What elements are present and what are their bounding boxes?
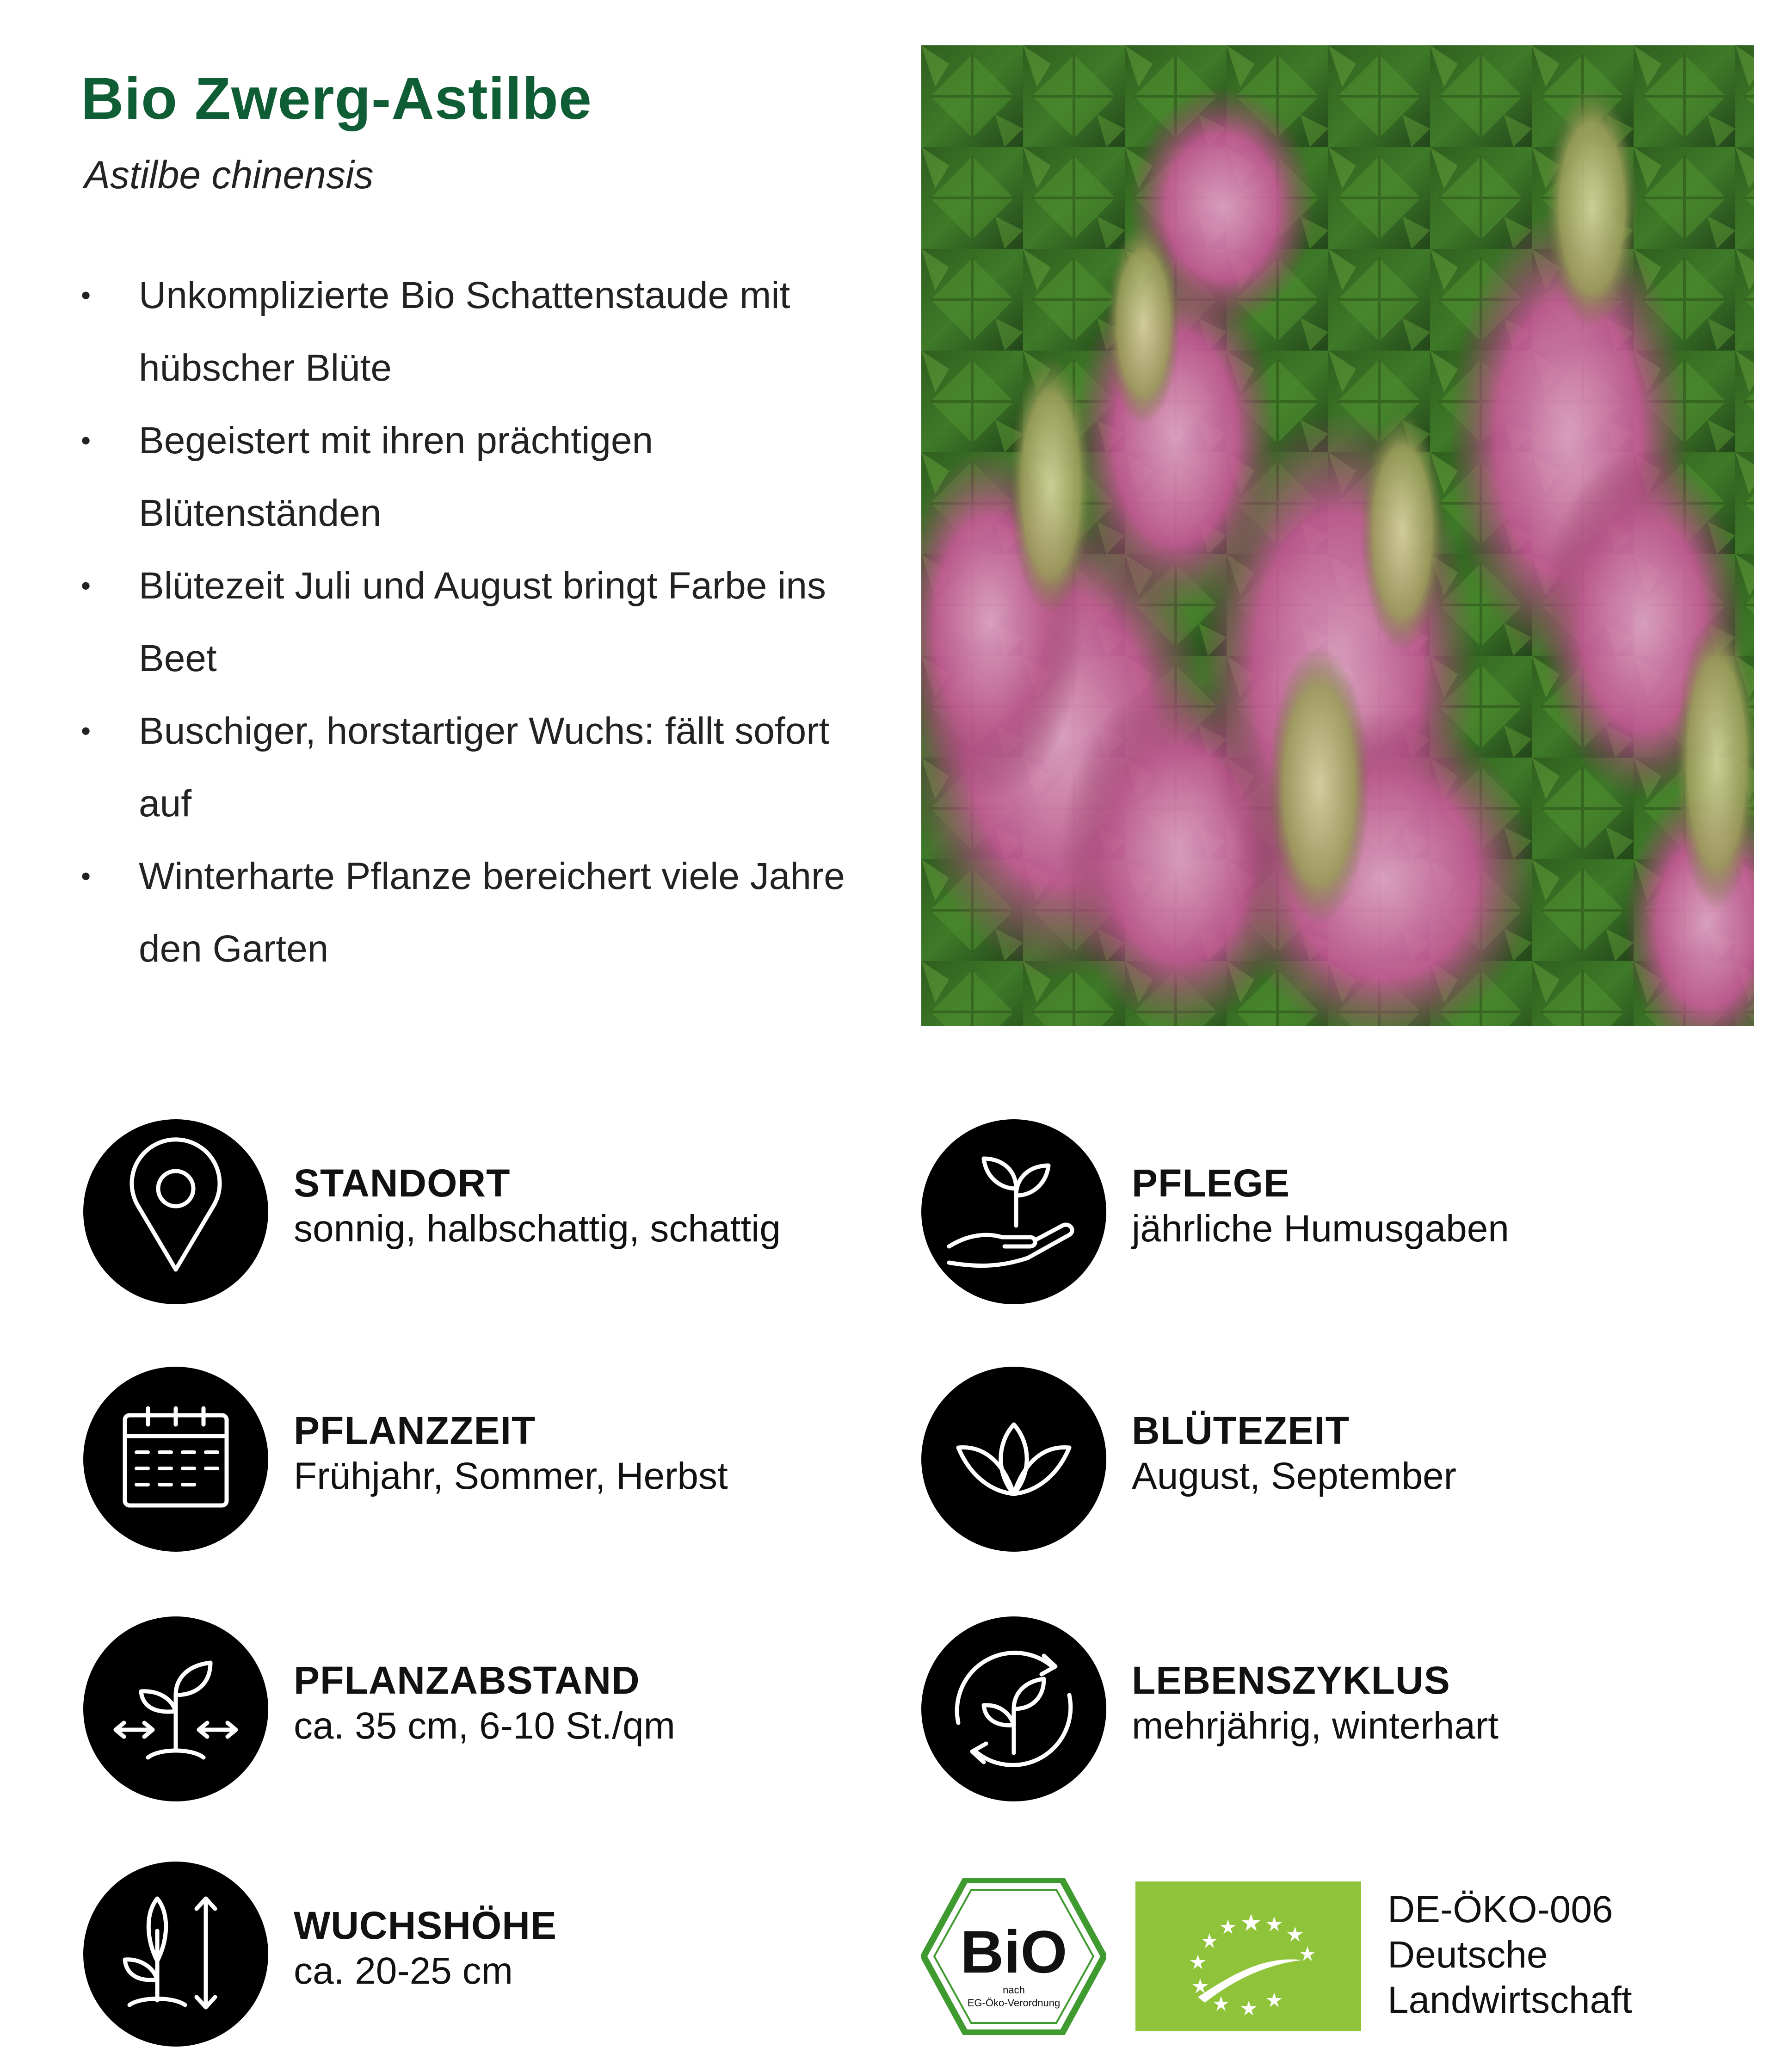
location-pin-icon xyxy=(83,1119,268,1304)
product-photo xyxy=(921,45,1754,1026)
bio-seal-text: BiO xyxy=(960,1918,1067,1986)
feature-item: • Blütezeit Juli und August bringt Farbe ins Beet xyxy=(79,549,865,695)
bio-seal-small2: EG-Öko-Verordnung xyxy=(967,1997,1061,2009)
product-title: Bio Zwerg-Astilbe xyxy=(81,66,592,132)
certification-info xyxy=(1388,1887,1632,2023)
info-label: STANDORT xyxy=(294,1161,511,1205)
bio-seal-logo xyxy=(921,1878,1106,2035)
info-value: ca. 20-25 cm xyxy=(294,1950,513,1992)
info-value: ca. 35 cm, 6-10 St./qm xyxy=(294,1705,675,1747)
info-label: BLÜTEZEIT xyxy=(1132,1409,1350,1452)
info-value: Frühjahr, Sommer, Herbst xyxy=(294,1455,728,1497)
info-bluetezeit xyxy=(921,1367,1708,1552)
info-label: PFLANZZEIT xyxy=(294,1409,536,1452)
info-label: PFLEGE xyxy=(1132,1161,1290,1205)
info-standort xyxy=(83,1119,870,1304)
plant-cycle-icon xyxy=(921,1616,1106,1801)
eu-organic-leaf-logo xyxy=(1135,1881,1361,2031)
feature-item: • Winterharte Pflanze bereichert viele Jahre den Garten xyxy=(79,840,865,985)
info-value: sonnig, halbschattig, schattig xyxy=(294,1208,781,1250)
info-wuchshoehe xyxy=(83,1862,870,2047)
info-label: LEBENSZYKLUS xyxy=(1132,1659,1450,1702)
plant-height-icon xyxy=(83,1862,268,2047)
latin-name: Astilbe chinensis xyxy=(84,153,374,197)
info-lebenszyklus xyxy=(921,1616,1708,1801)
plant-spacing-icon xyxy=(83,1616,268,1801)
info-pflanzabstand xyxy=(83,1616,870,1801)
info-pflanzzeit xyxy=(83,1367,870,1552)
info-label: PFLANZABSTAND xyxy=(294,1659,640,1702)
calendar-icon xyxy=(83,1367,268,1552)
certification-code: DE-ÖKO-006 xyxy=(1388,1888,1613,1930)
feature-item: • Unkomplizierte Bio Schattenstaude mit hübscher Blüte xyxy=(79,259,865,404)
info-value: mehrjährig, winterhart xyxy=(1132,1705,1498,1747)
lotus-flower-icon xyxy=(921,1367,1106,1552)
feature-item: • Buschiger, horstartiger Wuchs: fällt sofort auf xyxy=(79,695,865,840)
info-pflege xyxy=(921,1119,1708,1304)
info-label: WUCHSHÖHE xyxy=(294,1904,557,1947)
feature-list xyxy=(79,259,865,985)
seedling-hand-icon xyxy=(921,1119,1106,1304)
certification-line2: Deutsche xyxy=(1388,1934,1548,1976)
info-value: August, September xyxy=(1132,1455,1456,1497)
bio-seal-small1: nach xyxy=(1003,1984,1025,1996)
feature-item: • Begeistert mit ihren prächtigen Blütenständen xyxy=(79,404,865,549)
certification-line3: Landwirtschaft xyxy=(1388,1979,1632,2021)
info-value: jährliche Humusgaben xyxy=(1132,1208,1509,1250)
